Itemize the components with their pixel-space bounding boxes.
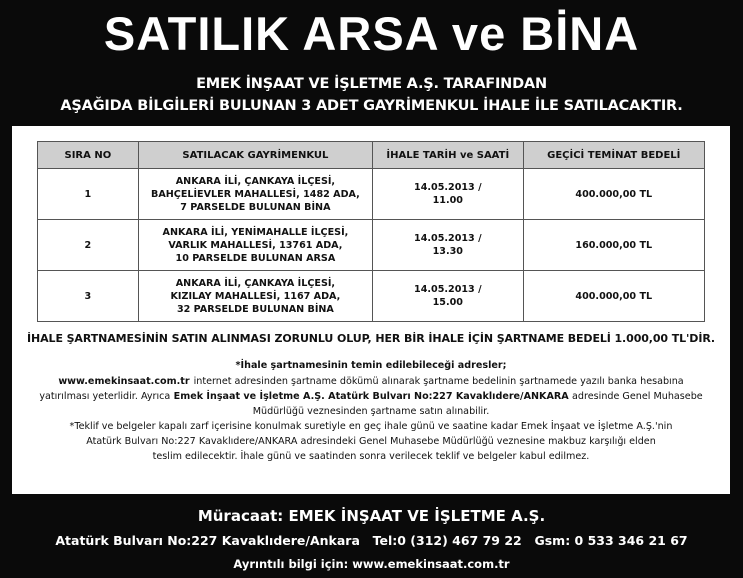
footer-tel: Tel:0 (312) 467 79 22 (372, 533, 522, 548)
info-heading: *İhale şartnamesinin temin edilebileceği adresler; (235, 360, 507, 371)
property-line: 7 PARSELDE BULUNAN BİNA (180, 201, 331, 213)
property-table (37, 141, 705, 322)
info-section (26, 358, 716, 464)
info-text: internet adresinden şartname dökümü alınarak şartname bedelinin şartnamede yazılı banka hesabına (193, 376, 684, 387)
tender-date: 14.05.2013 / (414, 284, 482, 295)
info-text: yatırılması yeterlidir. Ayrıca (39, 391, 171, 402)
header-tender-date: İHALE TARİH ve SAATİ (373, 142, 523, 169)
tender-date: 14.05.2013 / (414, 182, 482, 193)
property-line: 32 PARSELDE BULUNAN BİNA (176, 303, 334, 315)
footer-gsm: Gsm: 0 533 346 21 67 (534, 533, 688, 548)
row-date (373, 169, 523, 220)
row-number: 2 (38, 220, 139, 271)
row-deposit: 160.000,00 TL (523, 220, 704, 271)
footer-address-line (0, 532, 743, 550)
property-line: 10 PARSELDE BULUNAN ARSA (175, 252, 336, 264)
property-line: KIZILAY MAHALLESİ, 1167 ADA, (170, 290, 341, 302)
header-property: SATILACAK GAYRİMENKUL (138, 142, 372, 169)
info-paragraph (26, 419, 716, 464)
info-paragraph (26, 374, 716, 419)
property-line: ANKARA İLİ, YENİMAHALLE İLÇESİ, (162, 226, 349, 238)
footer-contact: Müracaat: EMEK İNŞAAT VE İŞLETME A.Ş. (197, 507, 546, 525)
property-line: ANKARA İLİ, ÇANKAYA İLÇESİ, (175, 175, 336, 187)
info-text: Müdürlüğü veznesinden şartname satın alınabilir. (252, 406, 490, 417)
table-row (38, 271, 705, 322)
table-row (38, 169, 705, 220)
row-number: 1 (38, 169, 139, 220)
row-property (138, 169, 372, 220)
info-text: Atatürk Bulvarı No:227 Kavaklıdere/ANKARA adresindeki Genel Muhasebe Müdürlüğü veznesine makbuz karşılığı elden (86, 436, 656, 447)
property-line: VARLIK MAHALLESİ, 13761 ADA, (168, 239, 343, 251)
header-deposit: GEÇİCİ TEMİNAT BEDELİ (523, 142, 704, 169)
tender-time: 15.00 (432, 297, 463, 308)
info-text: teslim edilecektir. İhale günü ve saatinden sonra verilecek teklif ve belgeler kabul edilmez. (152, 451, 590, 462)
tender-date: 14.05.2013 / (414, 233, 482, 244)
property-line: BAHÇELİEVLER MAHALLESİ, 1482 ADA, (151, 188, 360, 200)
row-property (138, 220, 372, 271)
header-sira-no: SIRA NO (38, 142, 139, 169)
specification-notice: İHALE ŞARTNAMESİNİN SATIN ALINMASI ZORUNLU OLUP, HER BİR İHALE İÇİN ŞARTNAME BEDELİ 1.000,00 TL'DİR. (27, 332, 715, 345)
row-date (373, 220, 523, 271)
row-deposit: 400.000,00 TL (523, 169, 704, 220)
row-date (373, 271, 523, 322)
subtitle-announcement: AŞAĞIDA BİLGİLERİ BULUNAN 3 ADET GAYRİMENKUL İHALE İLE SATILACAKTIR. (60, 98, 683, 114)
ad-title: SATILIK ARSA ve BİNA (103, 7, 640, 60)
tender-time: 13.30 (432, 246, 463, 257)
table-row (38, 220, 705, 271)
footer-address: Atatürk Bulvarı No:227 Kavaklıdere/Ankara (55, 533, 360, 548)
row-deposit: 400.000,00 TL (523, 271, 704, 322)
info-text: adresinde Genel Muhasebe (572, 391, 703, 402)
row-property (138, 271, 372, 322)
table-header-row (38, 142, 705, 169)
row-number: 3 (38, 271, 139, 322)
subtitle-company: EMEK İNŞAAT VE İŞLETME A.Ş. TARAFINDAN (196, 76, 547, 92)
property-line: ANKARA İLİ, ÇANKAYA İLÇESİ, (175, 277, 336, 289)
tender-time: 11.00 (432, 195, 463, 206)
footer-more-info[interactable]: Ayrıntılı bilgi için: www.emekinsaat.com.tr (233, 557, 510, 571)
info-text: *Teklif ve belgeler kapalı zarf içerisine konulmak suretiyle en geç ihale günü ve saatine kadar Emek İnşaat ve İşletme A.Ş.'nin (69, 421, 673, 432)
website-link[interactable]: www.emekinsaat.com.tr (58, 376, 190, 387)
content-panel (12, 126, 730, 494)
info-address: Emek İnşaat ve İşletme A.Ş. Atatürk Bulvarı No:227 Kavaklıdere/ANKARA (173, 391, 569, 402)
